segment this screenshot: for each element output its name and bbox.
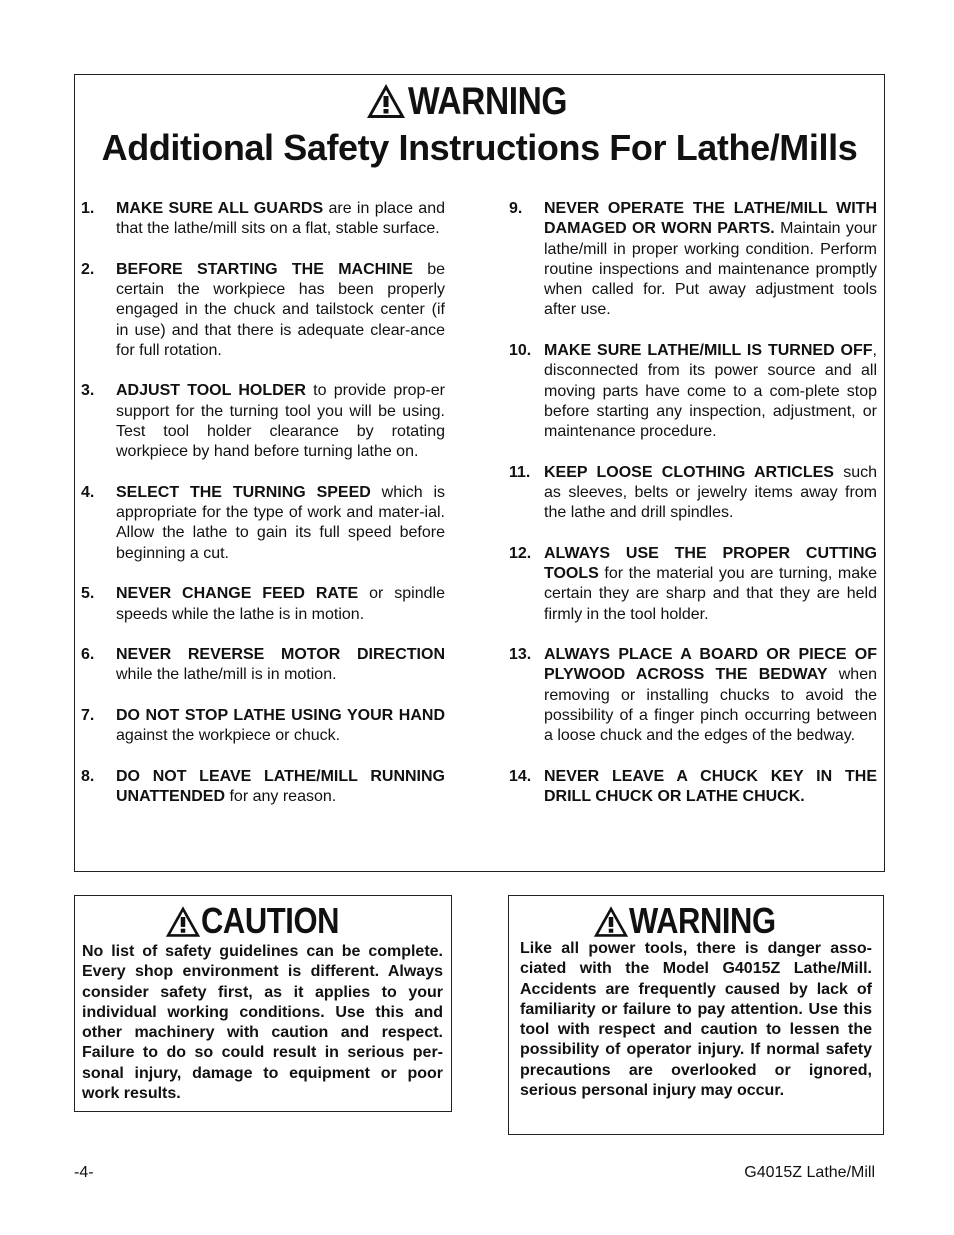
main-signal-word: WARNING <box>408 79 568 123</box>
instruction-body <box>116 199 445 240</box>
instruction-item <box>81 199 445 240</box>
caution-signal-header <box>75 902 451 940</box>
instruction-text: to provide prop-er support for the turning tool you will be using. Test tool holder clearance by rotating workpiece by hand before turning lathe on. <box>116 382 446 461</box>
main-signal-header <box>75 79 884 123</box>
instruction-item <box>509 199 877 321</box>
warning-text: Like all power tools, there is danger asso-ciated with the Model G4015Z Lathe/Mill. Accidents are frequently caused by lack of familiarity or failure to pay attention. Use this tool with respect and caution to lessen the possibility of operator injury. If normal safety precautions are overlooked or ignored, serious personal injury may occur. <box>520 940 872 1100</box>
warning-triangle-icon <box>165 905 201 938</box>
instruction-item <box>81 645 445 686</box>
instruction-emphasis: ALWAYS PLACE A BOARD OR PIECE OF PLYWOOD ACROSS THE BEDWAY <box>544 646 877 684</box>
warning-signal-word: WARNING <box>628 900 776 941</box>
instruction-number: 1. <box>81 200 95 217</box>
main-warning-box <box>74 74 885 872</box>
instruction-item <box>509 463 877 524</box>
instruction-number: 4. <box>81 483 95 501</box>
instruction-item <box>81 260 445 361</box>
page-number: -4- <box>74 1164 94 1181</box>
instruction-body <box>544 767 877 808</box>
instruction-text: Maintain your lathe/mill in proper working condition. Perform routine inspections and maintenance promptly when called for. Put away adjustment tools after use. <box>544 220 878 319</box>
warning-signal-header <box>509 902 883 940</box>
instruction-emphasis: NEVER CHANGE FEED RATE <box>116 585 359 603</box>
instruction-body <box>544 341 877 442</box>
instruction-item <box>81 483 445 564</box>
instruction-text: , disconnected from its power source and all moving parts have come to a com-plete stop before starting any inspection, adjustment, or maintenance procedure. <box>544 341 877 441</box>
instruction-number: 5. <box>81 585 95 603</box>
instruction-text: for any reason. <box>225 787 337 805</box>
instruction-text: which is appropriate for the type of work and mater-ial. Allow the lathe to gain its full speed before beginning a cut. <box>116 483 446 562</box>
instruction-body <box>544 199 877 321</box>
instruction-item <box>81 584 445 625</box>
instruction-emphasis: SELECT THE TURNING SPEED <box>116 483 371 501</box>
caution-text: No list of safety guidelines can be complete. Every shop environment is different. Always consider safety first, as it applies to your individual working conditions. Use this and other machinery with caution and respect. Failure to do so could result in serious per-sonal injury, damage to equipment or poor work results. <box>82 943 443 1103</box>
instruction-text: be certain the workpiece has been properly engaged in the chuck and tailstock center (if in use) and that there is adequate clear-ance for full rotation. <box>116 260 445 359</box>
instruction-body <box>116 706 445 747</box>
instruction-emphasis: DO NOT LEAVE LATHE/MILL RUNNING UNATTENDED <box>116 767 445 805</box>
instruction-emphasis: NEVER LEAVE A CHUCK KEY IN THE DRILL CHUCK OR LATHE CHUCK. <box>544 767 877 806</box>
instructions-left-column <box>81 199 445 827</box>
instruction-text: such as sleeves, belts or jewelry items away from the lathe and drill spindles. <box>544 463 878 522</box>
instruction-body <box>116 260 445 361</box>
warning-triangle-icon <box>593 905 629 938</box>
instruction-text: are in place and that the lathe/mill sits on a flat, stable surface. <box>116 200 445 238</box>
instruction-number: 10. <box>509 341 532 359</box>
warning-triangle-icon <box>366 83 406 119</box>
instruction-emphasis: BEFORE STARTING THE MACHINE <box>116 260 413 278</box>
instruction-number: 8. <box>81 767 95 785</box>
instruction-item <box>81 706 445 747</box>
instruction-item <box>509 341 877 442</box>
instruction-number: 6. <box>81 645 95 663</box>
instruction-text: for the material you are turning, make certain they are sharp and that they are held firmly in the tool holder. <box>544 565 877 623</box>
instruction-number: 7. <box>81 706 95 724</box>
footer-title: G4015Z Lathe/Mill <box>744 1164 875 1181</box>
page-title: Additional Safety Instructions For Lathe/Mills <box>101 127 858 168</box>
warning-box <box>508 895 884 1135</box>
instruction-emphasis: ALWAYS USE THE PROPER CUTTING TOOLS <box>544 544 877 583</box>
instruction-text: while the lathe/mill is in motion. <box>116 666 337 684</box>
instruction-item <box>509 544 877 625</box>
instruction-body <box>544 544 877 625</box>
instruction-emphasis: MAKE SURE ALL GUARDS <box>116 200 324 217</box>
instruction-body <box>116 584 445 625</box>
instruction-body <box>116 381 445 462</box>
instruction-number: 12. <box>509 544 532 562</box>
instruction-body <box>116 645 445 686</box>
instruction-body <box>116 767 445 808</box>
instruction-text: or spindle speeds while the lathe is in motion. <box>116 585 445 623</box>
instruction-emphasis: NEVER REVERSE MOTOR DIRECTION <box>116 645 445 663</box>
caution-signal-word: CAUTION <box>200 900 339 941</box>
instruction-number: 13. <box>509 646 532 664</box>
instruction-item <box>81 767 445 808</box>
instruction-body <box>544 645 877 746</box>
instruction-emphasis: KEEP LOOSE CLOTHING ARTICLES <box>544 463 834 481</box>
instruction-number: 11. <box>509 463 531 481</box>
instruction-emphasis: DO NOT STOP LATHE USING YOUR HAND <box>116 706 445 724</box>
instruction-emphasis: MAKE SURE LATHE/MILL IS TURNED OFF <box>544 341 873 359</box>
instruction-text: when removing or installing chucks to avoid the possibility of a finger pinch occurring between a loose chuck and the edges of the bedway. <box>544 666 877 745</box>
caution-box <box>74 895 452 1112</box>
instruction-number: 2. <box>81 260 95 278</box>
instruction-body <box>116 483 445 564</box>
instruction-item <box>81 381 445 462</box>
instruction-number: 3. <box>81 382 95 400</box>
instruction-text: against the workpiece or chuck. <box>116 727 341 745</box>
instruction-body <box>544 463 877 524</box>
instruction-number: 14. <box>509 767 532 785</box>
instruction-number: 9. <box>509 200 523 217</box>
instructions-right-column <box>509 199 877 828</box>
instruction-item <box>509 645 877 746</box>
instruction-item <box>509 767 877 808</box>
instruction-emphasis: ADJUST TOOL HOLDER <box>116 382 306 400</box>
instruction-emphasis: NEVER OPERATE THE LATHE/MILL WITH DAMAGED OR WORN PARTS. <box>544 200 877 238</box>
